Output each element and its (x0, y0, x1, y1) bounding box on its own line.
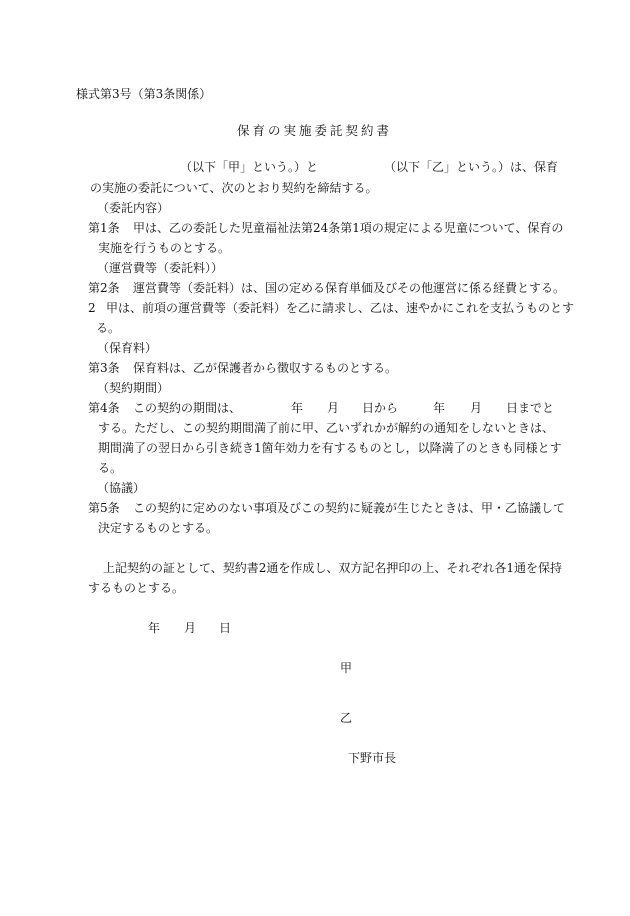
article-4-start-day: 日から (362, 401, 399, 415)
article-4-start-month: 月 (327, 401, 340, 415)
article-1-text-line-1: 甲は、乙の委託した児童福祉法第24条第1項の規定による児童について、保育の (133, 221, 564, 235)
article-2-label: 第2条 (88, 281, 120, 295)
article-4-period-intro: この契約の期間は、 (133, 401, 242, 415)
document-title: 保育の実施委託契約書 (237, 123, 393, 138)
article-1-text-line-2: 実施を行うものとする。 (98, 241, 231, 255)
article-4-start-year: 年 (291, 401, 304, 415)
article-3-label: 第3条 (88, 361, 120, 375)
closing-line-2: するものとする。 (88, 581, 185, 595)
article-4-end-month: 月 (470, 401, 483, 415)
article-2-heading: （運営費等（委託料）） (97, 261, 224, 275)
article-5-heading: （協議） (97, 481, 146, 495)
form-number: 様式第3号（第3条関係） (76, 87, 212, 101)
article-4-end-year: 年 (433, 401, 446, 415)
article-2-paragraph-2-number: 2 (88, 301, 96, 315)
signature-date-day: 日 (219, 621, 232, 635)
article-2-paragraph-2-line-1: 甲は、前項の運営費等（委託料）を乙に請求し、乙は、速やかにこれを支払うものとす (106, 301, 575, 315)
article-4-heading: （契約期間） (97, 381, 170, 395)
article-4-text-line-3: 期間満了の翌日から引き続き1箇年効力を有するものとし，以降満了のときも同様とす (98, 441, 562, 455)
party-mayor: 下野市長 (348, 751, 397, 765)
article-4-end-day: 日までと (506, 401, 555, 415)
article-4-text-line-4: る。 (98, 461, 123, 475)
article-1-heading: （委託内容） (97, 201, 170, 215)
article-5-text-line-2: 決定するものとする。 (98, 521, 219, 535)
party-otsu: 乙 (340, 711, 353, 725)
intro-otsu-reference: （以下「乙」という。）は、保育 (384, 160, 559, 174)
article-4-text-line-2: する。ただし、この契約期間満了前に甲、乙いずれかが解約の通知をしないときは、 (98, 421, 555, 435)
article-3-text-line-1: 保育料は、乙が保護者から徴収するものとする。 (133, 361, 398, 375)
article-3-heading: （保育料） (97, 341, 158, 355)
article-2-paragraph-2-line-2: る。 (96, 321, 121, 335)
article-5-label: 第5条 (88, 501, 120, 515)
intro-ko-reference: （以下「甲」という。）と (180, 160, 319, 174)
party-ko: 甲 (340, 661, 353, 675)
signature-date-month: 月 (184, 621, 197, 635)
intro-continuation: の実施の委託について、次のとおり契約を締結する。 (90, 181, 378, 195)
article-2-text-line-1: 運営費等（委託料）は、国の定める保育単価及びその他運営に係る経費とする。 (133, 281, 566, 295)
article-5-text-line-1: この契約に定めのない事項及びこの契約に疑義が生じたときは、甲・乙協議して (133, 501, 566, 515)
article-1-label: 第1条 (88, 221, 120, 235)
closing-line-1: 上記契約の証として、契約書2通を作成し、双方記名押印の上、それぞれ各1通を保持 (103, 561, 563, 575)
article-4-label: 第4条 (88, 401, 120, 415)
signature-date-year: 年 (148, 621, 161, 635)
